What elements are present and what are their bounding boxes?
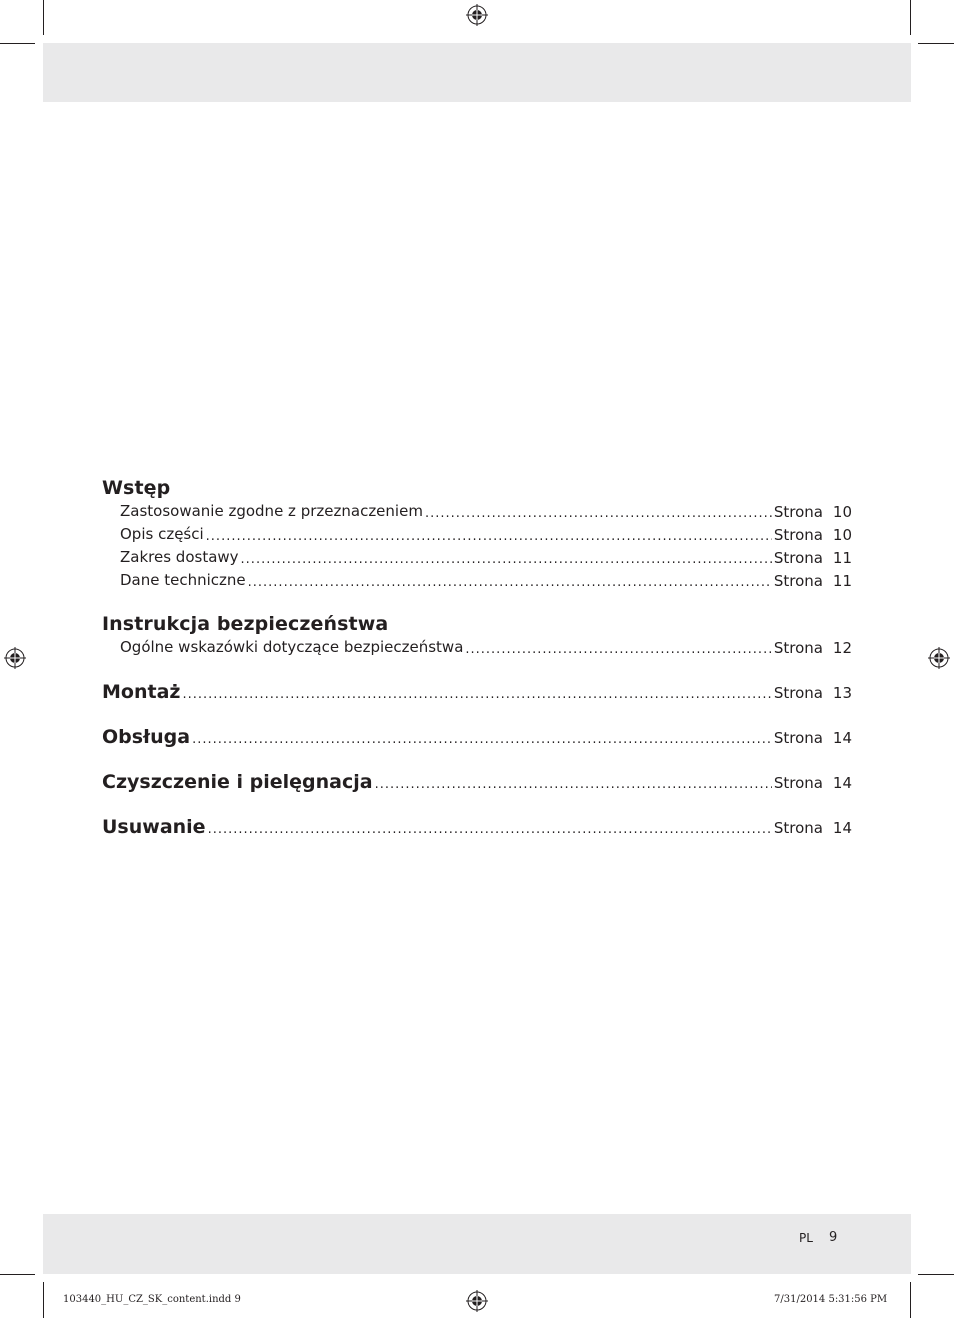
toc-main-entry[interactable] [102, 725, 852, 749]
spacer [102, 704, 852, 725]
spacer [102, 749, 852, 770]
header-band [43, 43, 911, 102]
toc-main-entry[interactable] [102, 815, 852, 839]
leader-dots [206, 530, 772, 543]
page-word: Strona [773, 774, 823, 792]
crop-mark [918, 1274, 954, 1275]
leader-dots [192, 733, 772, 746]
page-word: Strona [773, 526, 823, 544]
toc-entry-label: Dane techniczne [120, 571, 246, 589]
toc-main-entry-label: Obsługa [102, 726, 191, 748]
page-word: Strona [773, 549, 823, 567]
toc-entry[interactable] [102, 546, 852, 569]
leader-dots [241, 553, 772, 566]
toc-entry[interactable] [102, 569, 852, 592]
leader-dots [465, 643, 771, 656]
spacer [102, 659, 852, 680]
crop-mark [918, 43, 954, 44]
crop-mark [910, 0, 911, 35]
toc-main-entry-label: Usuwanie [102, 816, 206, 838]
page-word: Strona [773, 503, 823, 521]
registration-mark-icon [466, 4, 488, 26]
footer-band [43, 1214, 911, 1274]
leader-dots [425, 507, 772, 520]
toc-entry-label: Opis części [120, 525, 204, 543]
page-number: 14 [832, 729, 852, 747]
toc-entry[interactable] [102, 523, 852, 546]
slug-filename: 103440_HU_CZ_SK_content.indd 9 [63, 1294, 241, 1305]
toc-section-title: Wstęp [102, 477, 171, 499]
crop-mark [910, 1282, 911, 1318]
page-word: Strona [773, 819, 823, 837]
crop-mark [43, 0, 44, 35]
spacer [102, 592, 852, 612]
footer-page-number: 9 [829, 1230, 838, 1245]
page-number: 13 [832, 684, 852, 702]
page-word: Strona [773, 729, 823, 747]
leader-dots [182, 688, 771, 701]
registration-mark-icon [928, 647, 950, 669]
toc-main-entry[interactable] [102, 770, 852, 794]
table-of-contents [102, 476, 852, 839]
slug-datetime: 7/31/2014 5:31:56 PM [774, 1294, 888, 1305]
toc-entry-label: Ogólne wskazówki dotyczące bezpieczeństwa [120, 638, 464, 656]
page-number: 12 [832, 639, 852, 657]
toc-main-entry[interactable] [102, 680, 852, 704]
page-word: Strona [773, 684, 823, 702]
leader-dots [248, 576, 772, 589]
page-word: Strona [773, 639, 823, 657]
leader-dots [375, 778, 772, 791]
toc-main-entry-label: Czyszczenie i pielęgnacja [102, 771, 373, 793]
toc-main-entry-label: Montaż [102, 681, 181, 703]
page-number: 10 [832, 526, 852, 544]
page-number: 11 [832, 549, 852, 567]
crop-mark [0, 43, 35, 44]
page-number: 10 [832, 503, 852, 521]
toc-entry-label: Zakres dostawy [120, 548, 239, 566]
crop-mark [0, 1274, 35, 1275]
page-number: 14 [832, 774, 852, 792]
toc-section-title: Instrukcja bezpieczeństwa [102, 613, 389, 635]
toc-entry-label: Zastosowanie zgodne z przeznaczeniem [120, 502, 423, 520]
page-word: Strona [773, 572, 823, 590]
toc-entry[interactable] [102, 500, 852, 523]
footer-language: PL [799, 1231, 813, 1245]
crop-mark [43, 1282, 44, 1318]
spacer [102, 794, 852, 815]
registration-mark-icon [4, 647, 26, 669]
leader-dots [208, 823, 772, 836]
registration-mark-icon [466, 1290, 488, 1312]
page-number: 14 [832, 819, 852, 837]
toc-entry[interactable] [102, 636, 852, 659]
page-number: 11 [832, 572, 852, 590]
